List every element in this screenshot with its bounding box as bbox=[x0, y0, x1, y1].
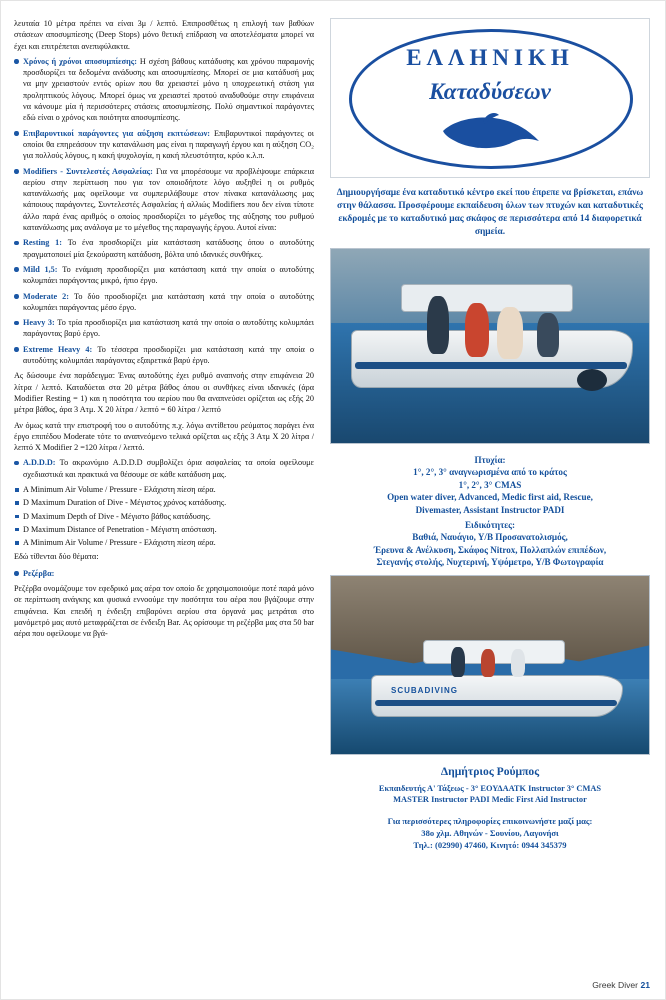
bullet-resting bbox=[14, 237, 314, 260]
page-number: 21 bbox=[640, 980, 650, 990]
article-text-column bbox=[14, 18, 314, 644]
bullet-dot-icon bbox=[14, 294, 19, 299]
bullet-dot-icon bbox=[14, 169, 19, 174]
bullet-mild bbox=[14, 264, 314, 287]
boat-hull bbox=[371, 675, 623, 717]
continuation-paragraph: λευταία 10 μέτρα πρέπει να είναι 3μ / λεπτό. Επιπροσθέτως η επιλογή των βαθύων στάσεων αποσυμπίεσης (Deep Stops) μόνο θετική επίδραση να αποτελέσματα μπορεί να έχει και επιτρέπεται ανεπιφύλακτα. bbox=[14, 19, 314, 51]
hellenic-diving-logo bbox=[330, 18, 650, 178]
bullet-body-text: Το ενάμιση προσδιορίζει μια κατάσταση κατά την οποία ο αυτοδύτης κολυμπάει παράγοντας μικρό, ήπιο έργο. bbox=[23, 264, 315, 286]
bullet-dot-icon bbox=[14, 461, 19, 466]
bullet-lead-label: Resting 1: bbox=[23, 238, 62, 248]
reserva-title: Ρεζέρβα: bbox=[23, 568, 55, 578]
bullet-dot-icon bbox=[14, 131, 19, 136]
bullet-lead-label: Extreme Heavy 4: bbox=[23, 344, 93, 354]
boat-canopy bbox=[401, 284, 573, 312]
bullet-modifiers bbox=[14, 166, 314, 234]
bullet-dot-icon bbox=[14, 59, 19, 64]
bullet-aggravating-factors bbox=[14, 128, 314, 162]
bullet-body-text: Το ακρωνύμιο A.D.D.D συμβολίζει όρια ασφαλείας τα οποία οφείλουμε σχεδιαστικά και πρακτικά να θέσουμε σε κάθε κατάδυση μας. bbox=[23, 458, 314, 479]
addd-item bbox=[14, 524, 314, 535]
certification-line: Open water diver, Advanced, Medic first aid, Rescue, bbox=[387, 492, 593, 503]
bullet-body-text: Επιβαρυντικοί παράγοντες οι οποίοι θα επηρεάσουν την κατανάλωση μας είναι η παραγωγή έργου και η αύξηση CO₂ για πολλούς λόγους, η κακή ψυχολογία, η κακή πλευστότητα, κρύο κ.λ.π. bbox=[23, 128, 314, 161]
addd-item bbox=[14, 484, 314, 495]
addd-closing-text: Εδώ τίθενται δύο θέματα: bbox=[14, 552, 99, 562]
contact-line-intro: Για περισσότερες πληροφορίες επικοινωνήστε μαζί μας: bbox=[387, 815, 593, 826]
bullet-lead-label: Επιβαρυντικοί παράγοντες για αύξηση εκπτώσεων: bbox=[23, 128, 210, 138]
boat-blue-stripe bbox=[375, 700, 617, 706]
diver-figure bbox=[427, 296, 449, 354]
square-bullet-icon bbox=[15, 528, 19, 532]
person-figure bbox=[511, 649, 525, 677]
addd-item-label: D Maximum Distance of Penetration - Μέγιστη απόσταση. bbox=[23, 524, 217, 534]
reserva-paragraph: Ρεζέρβα ονομάζουμε τον εφεδρικό μας αέρα τον οποίο δε χρησιμοποιούμε ποτέ παρά μόνο σε περίπτωση ανάγκης και φυσικά εννοούμε την ποσότητα του αέρα που βγάζουμε στην επιφάνεια. Και επειδή η ένδειξη επιβαρύνει αερίου στα όργανά μας μετράται στο μανόμετρό μας αυτό μεταφράζεται σε ένδειξη Bar. Ας ορίσουμε τη ρεζέρβα μας στα 50 bar αέρα που οφείλουμε να βγά- bbox=[14, 584, 314, 639]
specialty-line: Στεγανής στολής, Νυχτερινή, Υψόμετρο, Υ/Β Φωτογραφία bbox=[376, 557, 604, 568]
square-bullet-icon bbox=[15, 541, 19, 545]
advertisement-column bbox=[330, 18, 650, 851]
addd-item-label: D Maximum Depth of Dive - Μέγιστο βάθος κατάδυσης. bbox=[23, 511, 211, 521]
bullet-dot-icon bbox=[14, 241, 19, 246]
bullet-body-text: Για να μπορέσουμε να προβλέψουμε επάρκεια αερίου στην περίπτωση που για τον οποιοδήποτε λόγο αυξηθεί η οι ρυθμός κατανάλωσής μας οφείλουμε να συμπεριλάβουμε στον πίνακα κατανάλωσης μας κάποιους παράγοντες, Συντελεστές Ασφαλείας ή αλλιώς Modifiers που δεν είναι τίποτε άλλο παρά ένας αριθμός ο οποίος προσδιορίζει το μέγεθος της αύξησης του ρυθμού κατανάλωσης μας ανάλογα με το μέγεθος της παραγωγής έργου. Αυτοί είναι: bbox=[23, 166, 314, 233]
divers-on-boat-photo bbox=[330, 248, 650, 444]
credential-line: Εκπαιδευτής Α' Τάξεως - 3° ΕΟΥΔΑΑΤΚ Instructor 3° CMAS bbox=[378, 783, 602, 793]
addd-item-label: A Minimum Air Volume / Pressure - Ελάχιστη πίεση αέρα. bbox=[23, 538, 216, 548]
bullet-body-text: Το δύο προσδιορίζει μια κατάσταση κατά την οποία ο αυτοδύτης κολυμπάει παράγοντας μέσο έργο. bbox=[23, 291, 314, 312]
contact-block bbox=[330, 815, 650, 851]
reserva-heading bbox=[14, 568, 314, 579]
certification-line: 1°, 2°, 3° CMAS bbox=[458, 479, 522, 490]
logo-mid-text: Καταδύσεων bbox=[429, 79, 551, 104]
diver-figure bbox=[497, 307, 523, 359]
bullet-extreme-heavy bbox=[14, 344, 314, 367]
credential-line: MASTER Instructor PADI Medic First Aid Instructor bbox=[393, 795, 587, 805]
example-paragraph-2: Αν όμως κατά την επιστροφή του ο αυτοδύτης π.χ. λόγω αντίθετου ρεύματος παράγει ένα έργο επιπέδου Moderate τότε το αναπνεόμενο τελικά ορίζεται ως εξής 3 Ατμ Χ 20 λίτρα / λεπτό Χ Modifier 2 =120 λίτρα / λεπτό. bbox=[14, 420, 314, 453]
dolphin-icon bbox=[439, 111, 543, 151]
bullet-dot-icon bbox=[14, 347, 19, 352]
boat-name-label: SCUBADIVING bbox=[391, 686, 459, 696]
bullet-body-text: Το τρία προσδιορίζει μια κατάσταση κατά την οποία ο αυτοδύτης κολυμπάει παράγοντας βαρύ έργο. bbox=[23, 318, 314, 339]
diver-figure bbox=[465, 303, 489, 357]
bullet-body-text: Το ένα προσδιορίζει μία κατάσταση κατάδυσης όπου ο αυτοδύτης πραγματοποιεί μία ξεκούραστη κατάδυση, βόλτα υπό ιδανικές συνθήκες. bbox=[23, 238, 314, 259]
bullet-heavy bbox=[14, 317, 314, 340]
diver-figure bbox=[537, 313, 559, 357]
bullet-lead-label: Χρόνος ή χρόνοι αποσυμπίεσης: bbox=[23, 56, 137, 66]
addd-item-label: D Maximum Duration of Dive - Μέγιστος χρόνος κατάδυσης. bbox=[23, 498, 227, 508]
bullet-lead-label: A.D.D.D: bbox=[23, 458, 56, 468]
bullet-moderate bbox=[14, 291, 314, 314]
example-paragraph-1: Ας δώσουμε ένα παράδειγμα: Ένας αυτοδύτης έχει ρυθμό αναπνοής στην επιφάνεια 20 λίτρα / λεπτό. Καταδύεται στα 20 μέτρα βάθος όπου οι συνθήκες είναι ιδανικές (άρα Modifier Resting = 1) και η ποσότητα του αερίου που θα αναπνεύσει ορίζεται ως εξής 20 μέτρα βάθος, άρα 3 Ατμ. Χ 20 λίτρα / λεπτό = 60 λίτρα / λεπτό bbox=[14, 371, 314, 415]
certifications-block bbox=[330, 454, 650, 569]
addd-item bbox=[14, 511, 314, 522]
bullet-body-text: Το τέσσερα προσδιορίζει μια κατάσταση κατά την οποία ο αυτοδύτης κολυμπάει παράγοντας εξαιρετικά βαρύ έργο. bbox=[23, 344, 314, 366]
specialty-line: Έρευνα & Ανέλκυση, Σκάφος Nitrox, Πολλαπλών επιπέδων, bbox=[373, 544, 607, 555]
addd-item bbox=[14, 537, 314, 548]
square-bullet-icon bbox=[15, 501, 19, 505]
addd-item bbox=[14, 497, 314, 508]
square-bullet-icon bbox=[15, 488, 19, 492]
bullet-addd bbox=[14, 457, 314, 480]
bullet-lead-label: Mild 1,5: bbox=[23, 264, 58, 274]
bullet-lead-label: Moderate 2: bbox=[23, 291, 69, 301]
certification-line: Divemaster, Assistant Instructor PADI bbox=[415, 504, 565, 515]
square-bullet-icon bbox=[15, 515, 19, 519]
logo-top-text: ΕΛΛΗΝΙΚΗ bbox=[406, 45, 574, 70]
certifications-heading: Πτυχία: bbox=[474, 455, 506, 465]
person-figure bbox=[451, 647, 465, 677]
bullet-lead-label: Modifiers - Συντελεστές Ασφαλείας: bbox=[23, 166, 153, 176]
bullet-dot-icon bbox=[14, 321, 19, 326]
dive-boat-at-rocks-photo bbox=[330, 575, 650, 755]
bullet-lead-label: Heavy 3: bbox=[23, 318, 55, 328]
bullet-body-text: Η σχέση βάθους κατάδυσης και χρόνου παραμονής προσδιορίζει τα δεδομένα ανάδυσης και αποσυμπίεσης. Μπορεί σε μια κατάδυσή μας να μην χρειαστούν εντός ορίων που θα χρειαστεί μόνο η υποχρεωτική στάση για προληπτικούς λόγους. Μπορεί όμως να χρειαστεί προτού αναδυθούμε στην επιφάνεια να κάνουμε μία ή περισσότερες στάσεις αποσυμπίεσης. Πολύ σημαντικοί παράγοντες εδώ είναι ο χρόνος και ποιότητα αποσυμπίεσης. bbox=[23, 56, 315, 123]
instructor-credentials bbox=[330, 783, 650, 806]
addd-item-label: A Minimum Air Volume / Pressure - Ελάχιστη πίεση αέρα. bbox=[23, 484, 216, 494]
certification-line: 1°, 2°, 3° αναγνωρισμένα από το κράτος bbox=[413, 467, 567, 478]
person-figure bbox=[481, 649, 495, 677]
boat-blue-stripe bbox=[355, 362, 627, 369]
specialty-line: Βαθιά, Ναυάγιο, Υ/Β Προσανατολισμός, bbox=[412, 532, 568, 543]
bullet-dot-icon bbox=[14, 571, 19, 576]
specialties-heading: Ειδικότητες: bbox=[464, 520, 516, 531]
bullet-dot-icon bbox=[14, 267, 19, 272]
page-footer bbox=[592, 980, 650, 990]
contact-line-phone[interactable]: Τηλ.: (02990) 47460, Κινητό: 0944 345379 bbox=[413, 839, 567, 850]
contact-line-address: 38ο χλμ. Αθηνών - Σουνίου, Λαγονήσι bbox=[421, 827, 559, 838]
instructor-name: Δημήτριος Ρούμπος bbox=[440, 764, 540, 778]
publication-name: Greek Diver bbox=[592, 980, 639, 990]
bullet-deco-time bbox=[14, 56, 314, 124]
advert-intro-caption: Δημιουργήσαμε ένα καταδυτικό κέντρο εκεί που έπρεπε να βρίσκεται, επάνω στην θάλασσα. Προσφέρουμε εκπαίδευση όλων των πτυχών και καταδυτικές εκδρομές με το καταδυτικό μας σκάφος σε περισσότερα από 14 διαφορετικά σημεία. bbox=[336, 188, 644, 237]
